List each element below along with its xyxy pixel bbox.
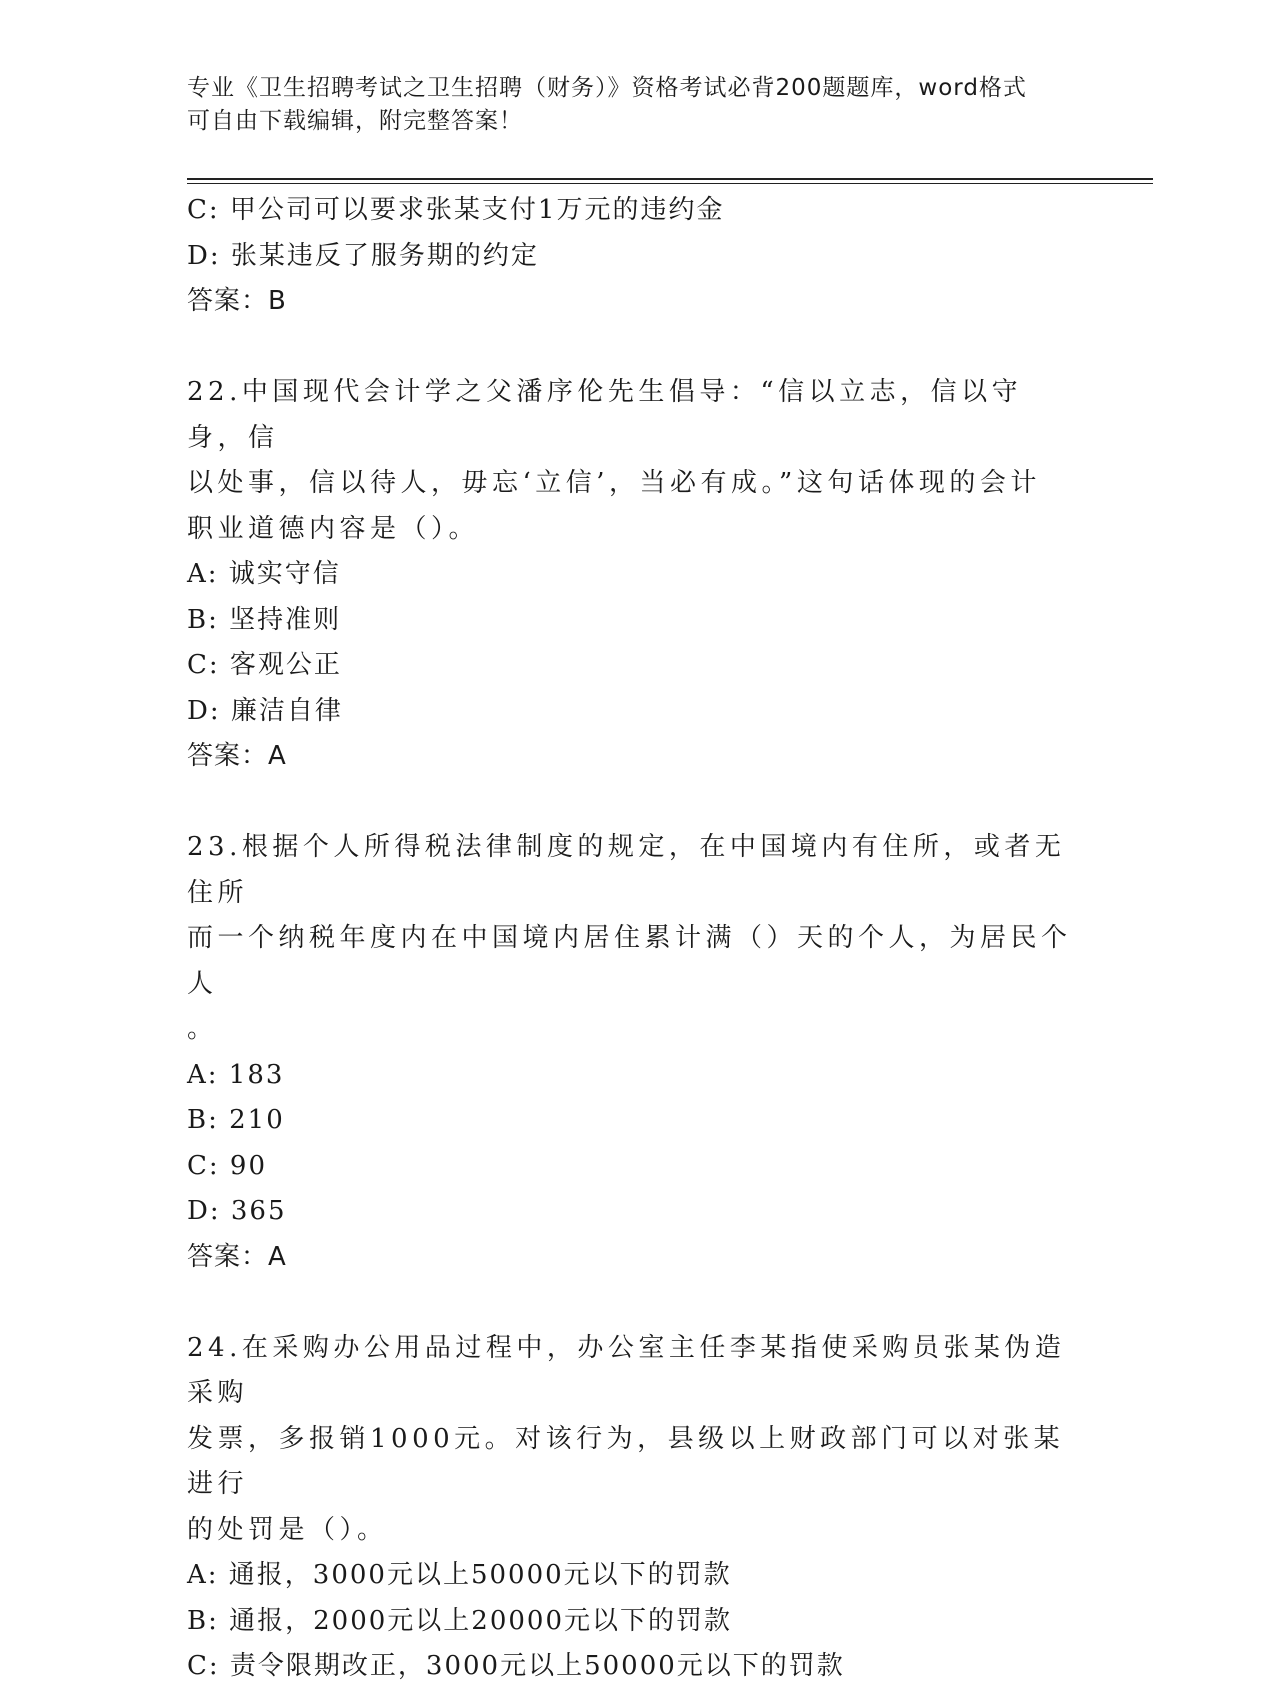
option-b: B: 通报，2000元以上20000元以下的罚款 <box>187 1605 733 1636</box>
option-c: C: 甲公司可以要求张某支付1万元的违约金 <box>187 195 725 225</box>
question-stem-line: 发票，多报销1000元。对该行为，县级以上财政部门可以对张某进行 <box>187 1423 1065 1499</box>
answer: 答案：A <box>187 741 287 771</box>
header-line-2: 可自由下载编辑，附完整答案！ <box>187 108 523 134</box>
answer: 答案：A <box>187 1241 287 1272</box>
question-stem-line: 23.根据个人所得税法律制度的规定，在中国境内有住所，或者无住所 <box>187 832 1066 908</box>
question-stem-line: 而一个纳税年度内在中国境内居住累计满（）天的个人，为居民个人 <box>187 923 1072 999</box>
option-b: B: 210 <box>187 1105 285 1135</box>
option-a: A: 诚实守信 <box>187 559 341 589</box>
question-22 <box>187 370 1077 780</box>
option-d: D: 张某违反了服务期的约定 <box>187 240 539 271</box>
option-d: D: 廉洁自律 <box>187 695 343 726</box>
option-a: A: 通报，3000元以上50000元以下的罚款 <box>187 1560 732 1590</box>
option-c: C: 责令限期改正，3000元以上50000元以下的罚款 <box>187 1651 845 1681</box>
answer: 答案：B <box>187 286 287 316</box>
option-b: B: 坚持准则 <box>187 604 342 635</box>
question-stem-line: 22.中国现代会计学之父潘序伦先生倡导：“信以立志，信以守身，信 <box>187 377 1023 453</box>
header-line-1: 专业《卫生招聘考试之卫生招聘（财务）》资格考试必背200题题库，word格式 <box>187 75 1027 101</box>
option-d: D: 365 <box>187 1196 287 1226</box>
question-stem-line: 职业道德内容是（）。 <box>187 513 480 544</box>
question-stem-line: 24.在采购办公用品过程中，办公室主任李某指使采购员张某伪造采购 <box>187 1332 1066 1408</box>
question-23 <box>187 825 1077 1280</box>
document-header <box>187 72 1087 138</box>
option-a: A: 183 <box>187 1059 285 1090</box>
question-list <box>187 188 1077 1690</box>
question-21 <box>187 188 1077 325</box>
option-c: C: 90 <box>187 1150 268 1181</box>
header-rule-thick <box>187 178 1153 180</box>
option-c: C: 客观公正 <box>187 650 342 680</box>
question-24 <box>187 1326 1077 1690</box>
question-stem-line: 以处事，信以待人，毋忘‘立信’，当必有成。”这句话体现的会计 <box>187 468 1041 498</box>
question-stem-line: 。 <box>187 1014 218 1044</box>
header-rule-thin <box>187 183 1153 184</box>
question-stem-line: 的处罚是（）。 <box>187 1514 388 1545</box>
